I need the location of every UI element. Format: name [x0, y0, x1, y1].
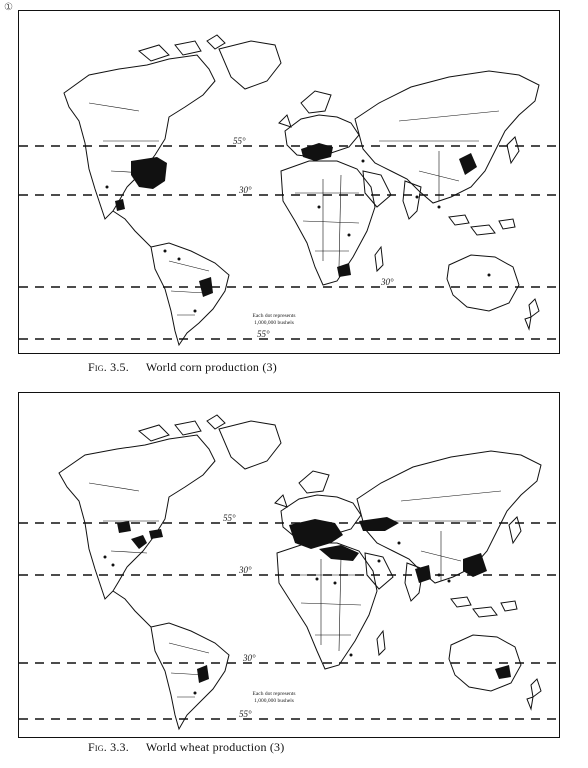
greenland-outline — [219, 421, 281, 469]
lat-label-30s: 30° — [381, 277, 394, 287]
wheat-map — [18, 392, 560, 738]
map-legend-note — [239, 313, 309, 326]
wheat-canada — [117, 521, 131, 533]
corn-argentina — [199, 277, 213, 297]
figure-caption — [88, 740, 284, 755]
caption-title: World wheat production (3) — [145, 740, 285, 754]
legend-note-line2: 1,000,000 bushels — [254, 697, 294, 704]
lat-label-55n: 55° — [223, 513, 236, 523]
caption-label: Fig. 3.3. — [88, 740, 129, 754]
japan-outline — [507, 137, 519, 163]
lat-label-55n: 55° — [233, 136, 246, 146]
figure-caption — [88, 360, 277, 375]
africa-outline — [277, 543, 377, 669]
corn-china — [459, 153, 477, 175]
wheat-production-dots — [104, 517, 512, 695]
lat-label-55s: 55° — [239, 709, 252, 719]
corn-europe — [301, 143, 333, 161]
wheat-china — [463, 553, 487, 577]
wheat-europe — [289, 519, 343, 549]
lat-label-30n: 30° — [239, 185, 252, 195]
figure-wheat-production — [0, 390, 588, 760]
legend-note-line1: Each dot represents — [252, 313, 296, 319]
legend-note-line1: Each dot represents — [252, 691, 296, 697]
corn-map — [18, 10, 560, 354]
corn-mexico — [115, 199, 125, 211]
lat-label-55s: 55° — [257, 329, 270, 339]
greenland-outline — [219, 41, 281, 89]
wheat-russia — [359, 517, 399, 531]
figure-corn-production — [0, 6, 588, 374]
lat-label-30n: 30° — [239, 565, 252, 575]
central-america-outline — [113, 591, 151, 627]
asia-outline — [357, 451, 541, 583]
lat-label-30s: 30° — [243, 653, 256, 663]
legend-note-line2: 1,000,000 bushels — [254, 319, 294, 326]
map-legend-note — [239, 691, 309, 704]
wheat-mediterranean — [319, 545, 359, 561]
australia-outline — [447, 255, 519, 311]
wheat-argentina — [197, 665, 209, 683]
asia-outline — [355, 71, 539, 203]
world-map-wheat — [19, 393, 559, 737]
japan-outline — [509, 517, 521, 543]
south-america-outline — [151, 243, 229, 345]
central-america-outline — [113, 211, 151, 247]
caption-title: World corn production (3) — [145, 360, 277, 374]
page-mark: ① — [4, 2, 13, 13]
caption-label: Fig. 3.5. — [88, 360, 129, 374]
world-map-corn — [19, 11, 559, 353]
africa-outline — [281, 161, 375, 285]
wheat-australia — [495, 665, 511, 679]
corn-belt-us — [131, 157, 167, 189]
south-america-outline — [151, 623, 229, 729]
